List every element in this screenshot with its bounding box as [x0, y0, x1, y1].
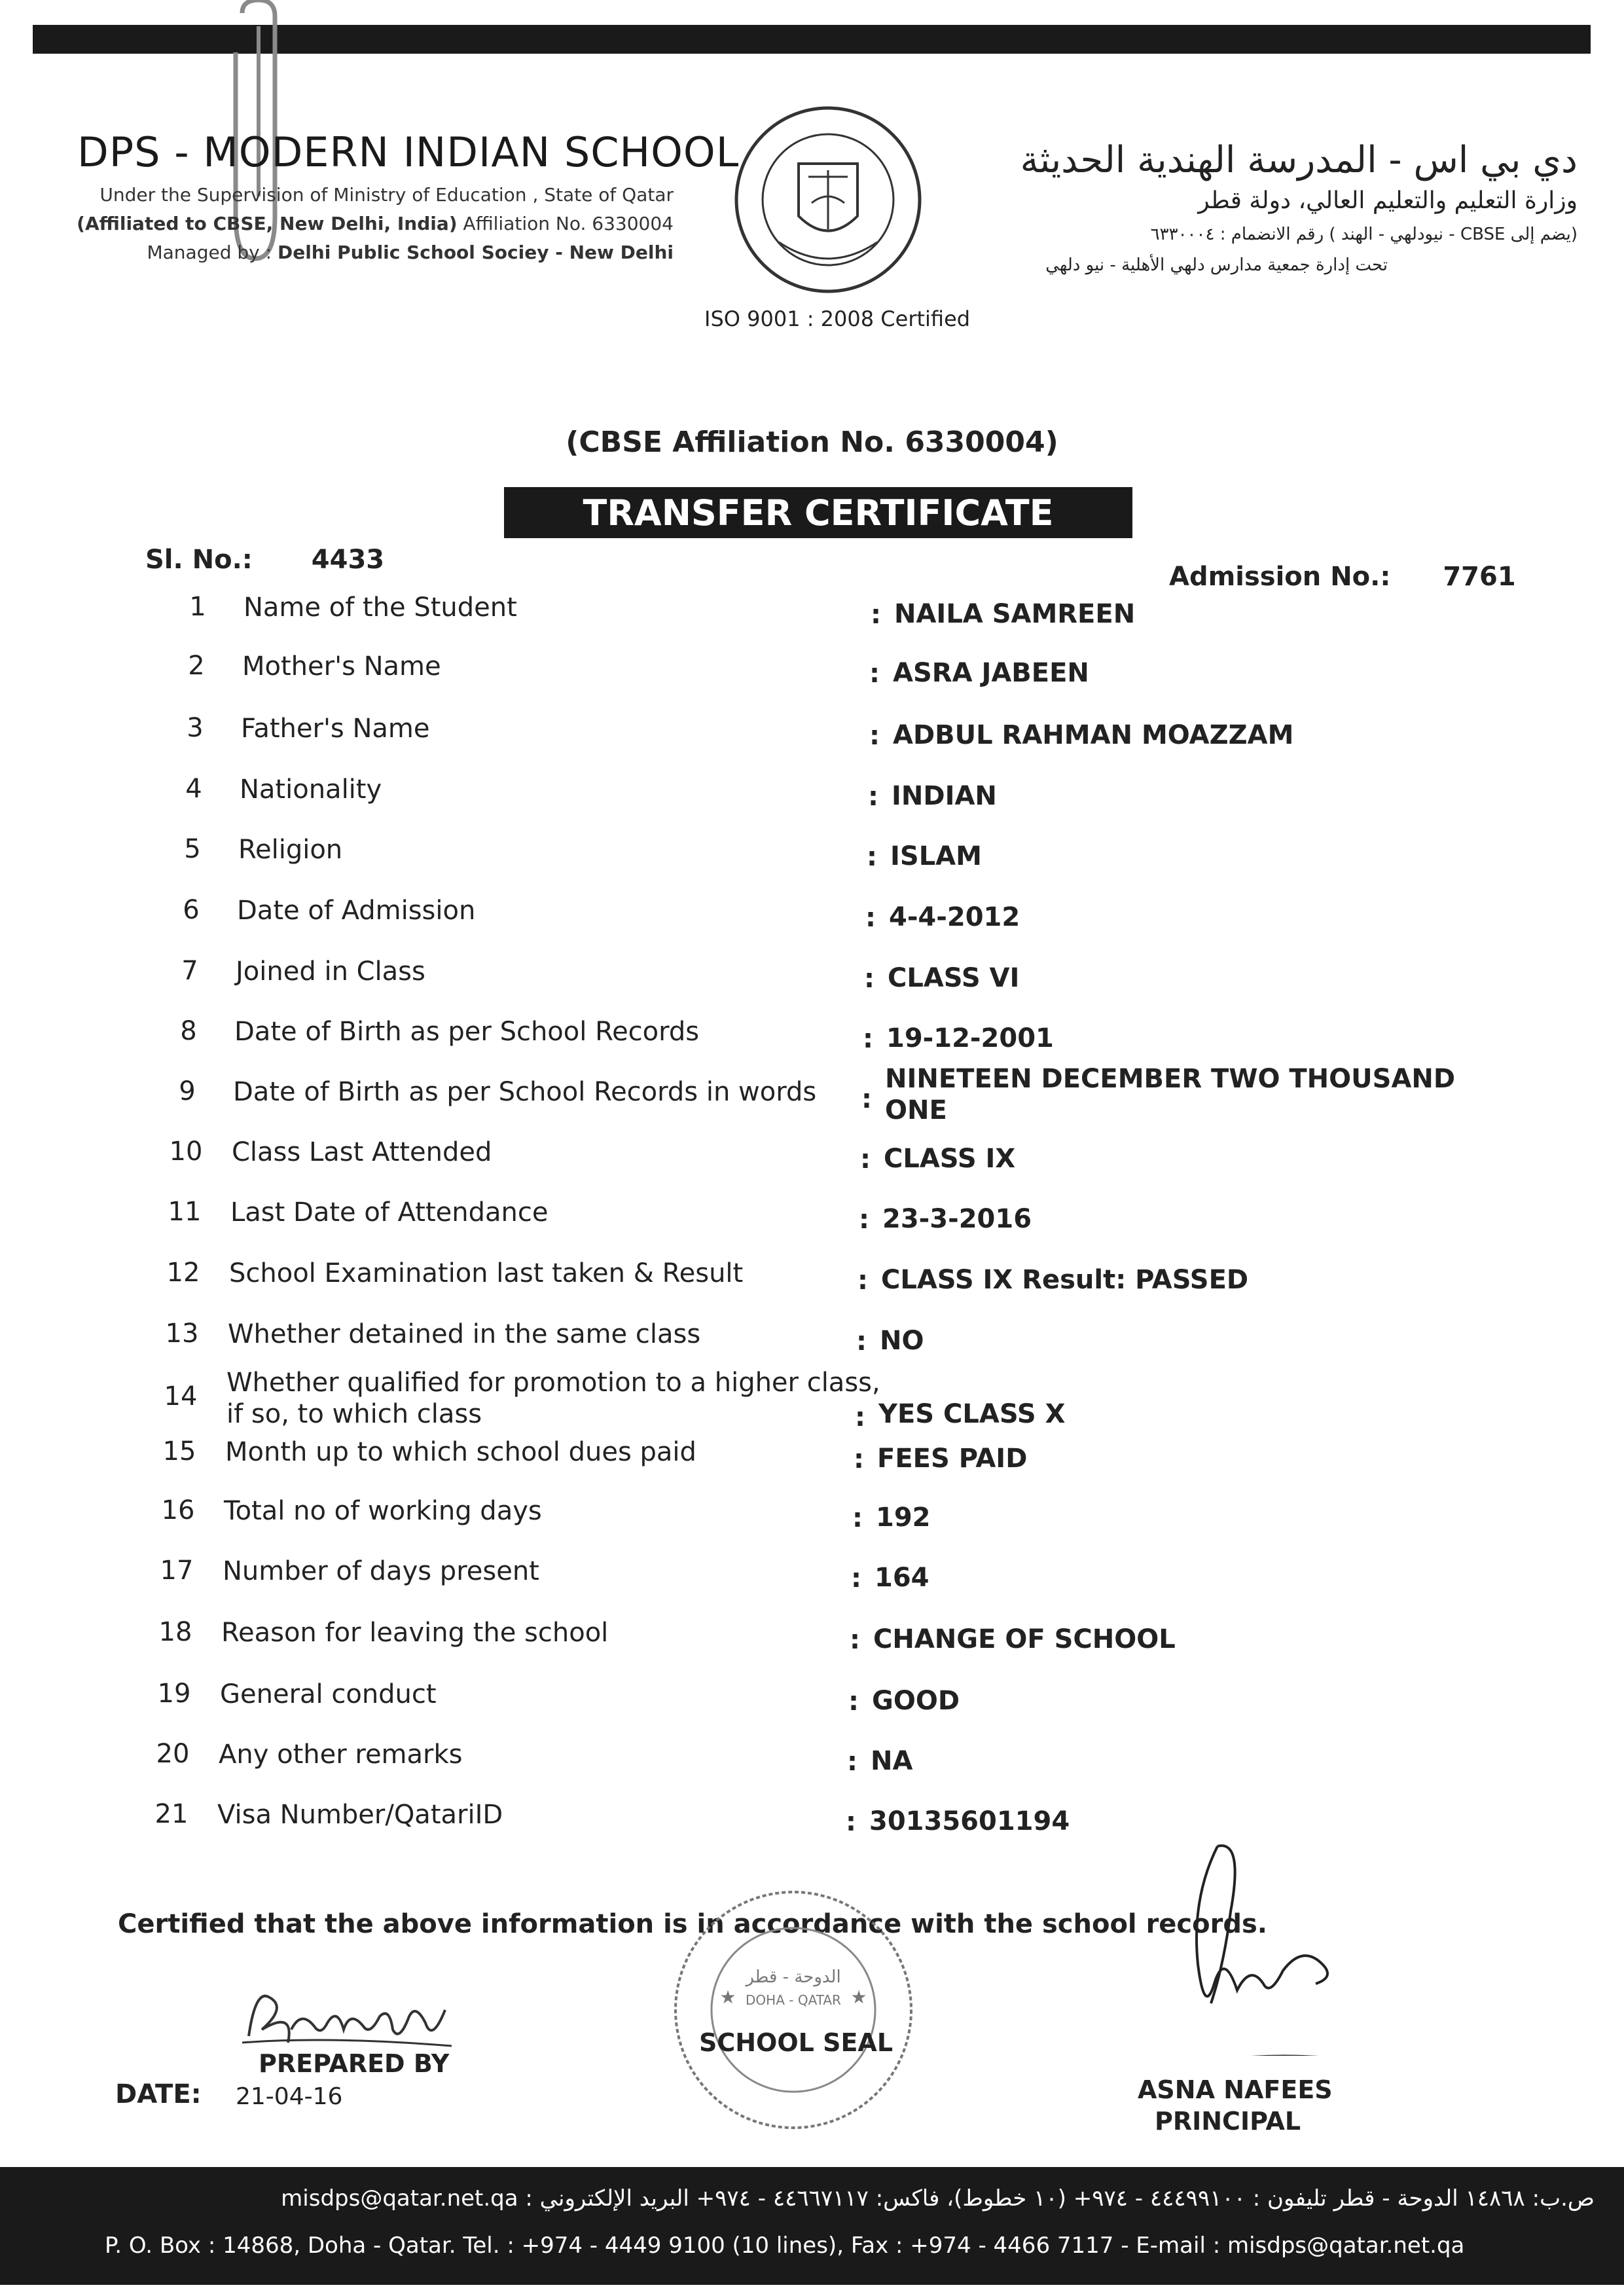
field-label-line: Mother's Name [242, 651, 441, 682]
school-details [77, 181, 674, 267]
field-value-line: 23-3-2016 [882, 1204, 1032, 1234]
field-row [158, 1495, 1533, 1552]
field-label [230, 1197, 548, 1228]
field-colon: : [852, 1503, 863, 1533]
field-colon: : [846, 1807, 856, 1837]
field-label-line: Visa Number/QatariID [217, 1800, 503, 1830]
field-colon: : [868, 782, 878, 812]
arabic-managed-line: تحت إدارة جمعية مدارس دلهي الأهلية - نيو دلهي [1045, 255, 1388, 275]
field-value-line: NO [880, 1326, 924, 1356]
field-label-line: Nationality [240, 774, 382, 805]
field-value-line: CLASS IX [884, 1144, 1016, 1174]
prepared-by-label: PREPARED BY [259, 2049, 450, 2078]
field-colon: : [850, 1625, 860, 1655]
field-colon: : [851, 1563, 861, 1594]
field-label [228, 1319, 700, 1350]
field-label-line: Religion [238, 835, 343, 865]
field-colon: : [859, 1205, 869, 1235]
field-label-line: Month up to which school dues paid [225, 1437, 696, 1467]
field-row [168, 1064, 1542, 1133]
certification-statement: Certified that the above information is in accordance with the school records. [118, 1909, 1267, 1939]
field-number: 16 [161, 1495, 195, 1525]
managed-by-line: Managed by : Delhi Public School Sociey - New Delhi [147, 242, 674, 263]
field-value-line: INDIAN [892, 781, 997, 811]
field-value [869, 1806, 1070, 1837]
arabic-ministry-line: وزارة التعليم والتعليم العالي، دولة قطر [1198, 187, 1578, 214]
field-label [241, 713, 430, 744]
field-colon: : [869, 721, 880, 751]
field-number: 21 [154, 1799, 189, 1829]
field-value-line: GOOD [872, 1686, 960, 1716]
field-label-line: Date of Birth as per School Records [234, 1017, 700, 1047]
field-value [886, 1023, 1054, 1054]
field-row [178, 592, 1553, 648]
serial-number: Sl. No.: 4433 [145, 545, 385, 575]
field-number: 11 [168, 1197, 202, 1227]
field-label [233, 1076, 816, 1108]
svg-text:★: ★ [850, 1986, 867, 2008]
footer-contact-bar [0, 2167, 1624, 2285]
field-value [893, 657, 1089, 689]
arabic-affiliation-line: (يضم إلى CBSE - نيودلهي - الهند ) رقم الانضمام : ٦٣٣٠٠٠٤ [1150, 225, 1578, 244]
field-value [877, 1443, 1027, 1474]
field-row [160, 1436, 1534, 1493]
field-label [220, 1679, 437, 1710]
field-label [242, 651, 441, 682]
field-label-line: Reason for leaving the school [221, 1618, 609, 1648]
field-number: 2 [188, 651, 205, 681]
field-row [154, 1679, 1529, 1735]
field-value-line: CHANGE OF SCHOOL [873, 1624, 1176, 1654]
field-value-line: ONE [885, 1095, 947, 1125]
field-colon: : [856, 1326, 867, 1357]
field-number: 3 [187, 713, 204, 743]
field-number: 14 [164, 1381, 198, 1412]
seal-label: SCHOOL SEAL [699, 2028, 893, 2057]
field-colon: : [863, 1024, 873, 1054]
field-row [175, 713, 1550, 769]
seal-doha-text: DOHA - QATAR [746, 1992, 841, 2008]
footer-english-contact: P. O. Box : 14868, Doha - Qatar. Tel. : +974 - 4449 9100 (10 lines), Fax : +974 - 4466 7117 - E-mail : misdps@qatar.net.qa [105, 2232, 1465, 2259]
field-value [872, 1685, 960, 1717]
field-value-line: ISLAM [890, 841, 982, 871]
iso-certification: ISO 9001 : 2008 Certified [704, 306, 971, 331]
field-value [875, 1562, 929, 1594]
field-colon: : [865, 903, 876, 933]
field-colon: : [857, 1266, 868, 1296]
svg-text:★: ★ [719, 1986, 736, 2008]
field-row [166, 1137, 1541, 1193]
field-label-line: Last Date of Attendance [230, 1197, 549, 1228]
field-label [224, 1495, 542, 1527]
field-number: 12 [166, 1258, 200, 1288]
field-row [164, 1258, 1538, 1314]
field-value [876, 1502, 931, 1533]
field-colon: : [869, 659, 880, 689]
field-value [873, 1624, 1176, 1655]
issue-date: 21-04-16 [236, 2083, 343, 2110]
field-number: 18 [158, 1617, 192, 1647]
field-value [890, 841, 982, 872]
field-number: 7 [181, 956, 198, 986]
cbse-affiliation: (CBSE Affiliation No. 6330004) [566, 426, 1058, 459]
field-row [162, 1319, 1537, 1375]
arabic-school-name: دي بي اس - المدرسة الهندية الحديثة [1020, 139, 1578, 181]
field-label-line: Name of the Student [244, 592, 517, 623]
field-value [881, 1264, 1248, 1296]
arabic-header [956, 137, 1578, 280]
field-number: 20 [156, 1739, 190, 1769]
field-colon: : [871, 600, 881, 630]
field-label-line: Date of Birth as per School Records in words [233, 1077, 817, 1107]
field-colon: : [854, 1444, 864, 1474]
field-colon: : [860, 1144, 871, 1175]
field-label [221, 1617, 608, 1649]
field-row [156, 1617, 1530, 1673]
field-value [892, 780, 997, 812]
field-value-line: NA [871, 1746, 913, 1776]
field-label [229, 1258, 743, 1289]
field-number: 5 [184, 834, 201, 864]
field-label [238, 834, 342, 866]
field-number: 19 [157, 1679, 191, 1709]
field-row [161, 1368, 1536, 1434]
field-value-line: ASRA JABEEN [893, 658, 1089, 688]
field-row [153, 1739, 1528, 1795]
field-value [871, 1745, 912, 1777]
field-colon: : [864, 964, 875, 994]
school-seal-stamp [669, 1886, 918, 2134]
footer-arabic-contact: ص.ب: ١٤٨٦٨ الدوحة - قطر تليفون : ٤٤٤٩٩١٠٠ - ٩٧٤+ (١٠ خطوط)، فاكس: ٤٤٦٦٧١١٧ - ٩٧٤+ البريد الإلكتروني : misdps@qatar.net.qa [281, 2185, 1595, 2212]
field-label-line: Whether qualified for promotion to a higher class, [226, 1368, 880, 1398]
field-row [169, 1016, 1543, 1072]
school-name: DPS - MODERN INDIAN SCHOOL [77, 128, 740, 176]
field-label [219, 1739, 462, 1770]
field-colon: : [848, 1686, 859, 1717]
field-label-line: Class Last Attended [232, 1137, 492, 1167]
field-label [237, 895, 475, 926]
certificate-title: TRANSFER CERTIFICATE [504, 487, 1132, 538]
field-colon: : [855, 1402, 865, 1432]
field-label-line: Total no of working days [224, 1496, 542, 1526]
field-number: 8 [180, 1016, 197, 1046]
field-label [217, 1799, 503, 1831]
field-value [884, 1143, 1015, 1175]
field-value-line: CLASS VI [888, 963, 1020, 993]
supervision-line: Under the Supervision of Ministry of Education , State of Qatar [99, 184, 674, 206]
field-number: 1 [189, 592, 206, 622]
field-number: 13 [165, 1319, 199, 1349]
field-value-line: NINETEEN DECEMBER TWO THOUSAND [885, 1064, 1456, 1094]
field-value-line: 4-4-2012 [889, 902, 1020, 932]
field-value [878, 1398, 1065, 1430]
field-row [157, 1556, 1532, 1612]
field-label [226, 1367, 880, 1430]
date-label: DATE: [115, 2079, 202, 2109]
field-label-line: General conduct [220, 1679, 437, 1709]
field-number: 10 [169, 1137, 203, 1167]
field-colon: : [867, 842, 877, 872]
field-row [170, 956, 1545, 1012]
field-value-line: ADBUL RAHMAN MOAZZAM [893, 720, 1294, 750]
field-label-line: Number of days present [223, 1556, 539, 1586]
field-value-line: FEES PAID [877, 1444, 1028, 1474]
field-value [893, 720, 1293, 751]
field-label [236, 956, 425, 987]
field-value-line: 30135601194 [869, 1806, 1070, 1836]
field-value-line: 164 [875, 1563, 929, 1593]
field-label [240, 774, 382, 805]
field-label-line: Joined in Class [236, 957, 425, 987]
principal-title: PRINCIPAL [1155, 2107, 1301, 2136]
field-value [885, 1063, 1455, 1126]
field-label [244, 592, 517, 623]
field-number: 17 [160, 1556, 194, 1586]
field-value [888, 962, 1019, 994]
seal-arabic-text: الدوحة - قطر [746, 1967, 841, 1987]
field-row [173, 834, 1547, 890]
principal-name: ASNA NAFEES [1138, 2075, 1333, 2104]
field-number: 15 [162, 1436, 196, 1467]
admission-number: Admission No.: 7761 [1169, 562, 1516, 592]
field-value-line: YES CLASS X [878, 1399, 1066, 1429]
field-label-line: Any other remarks [219, 1740, 463, 1770]
field-colon: : [847, 1747, 857, 1777]
field-number: 9 [179, 1076, 196, 1106]
field-value-line: 19-12-2001 [886, 1023, 1054, 1053]
field-label-line: if so, to which class [226, 1399, 482, 1429]
field-label-line: School Examination last taken & Result [229, 1258, 744, 1288]
field-row [171, 895, 1546, 951]
field-number: 4 [185, 774, 202, 804]
principal-signature [1152, 1833, 1362, 2056]
field-row [177, 651, 1551, 707]
field-colon: : [861, 1084, 872, 1114]
field-label-line: Whether detained in the same class [228, 1319, 701, 1349]
field-label [234, 1016, 699, 1048]
affiliation-line: (Affiliated to CBSE, New Delhi, India) Affiliation No. 6330004 [77, 213, 674, 234]
field-label [223, 1556, 539, 1587]
field-label-line: Father's Name [241, 714, 430, 744]
field-label-line: Date of Admission [237, 896, 476, 926]
field-number: 6 [183, 895, 200, 925]
field-label [232, 1137, 492, 1168]
field-value [882, 1203, 1032, 1235]
field-row [165, 1197, 1540, 1253]
school-crest-logo [733, 105, 923, 295]
field-value-line: NAILA SAMREEN [894, 599, 1136, 629]
field-row [174, 774, 1549, 830]
field-value-line: 192 [876, 1503, 931, 1533]
field-value-line: CLASS IX Result: PASSED [881, 1265, 1249, 1295]
field-label [225, 1436, 696, 1468]
field-value [894, 598, 1135, 630]
field-value [880, 1325, 924, 1357]
field-value [889, 902, 1020, 933]
